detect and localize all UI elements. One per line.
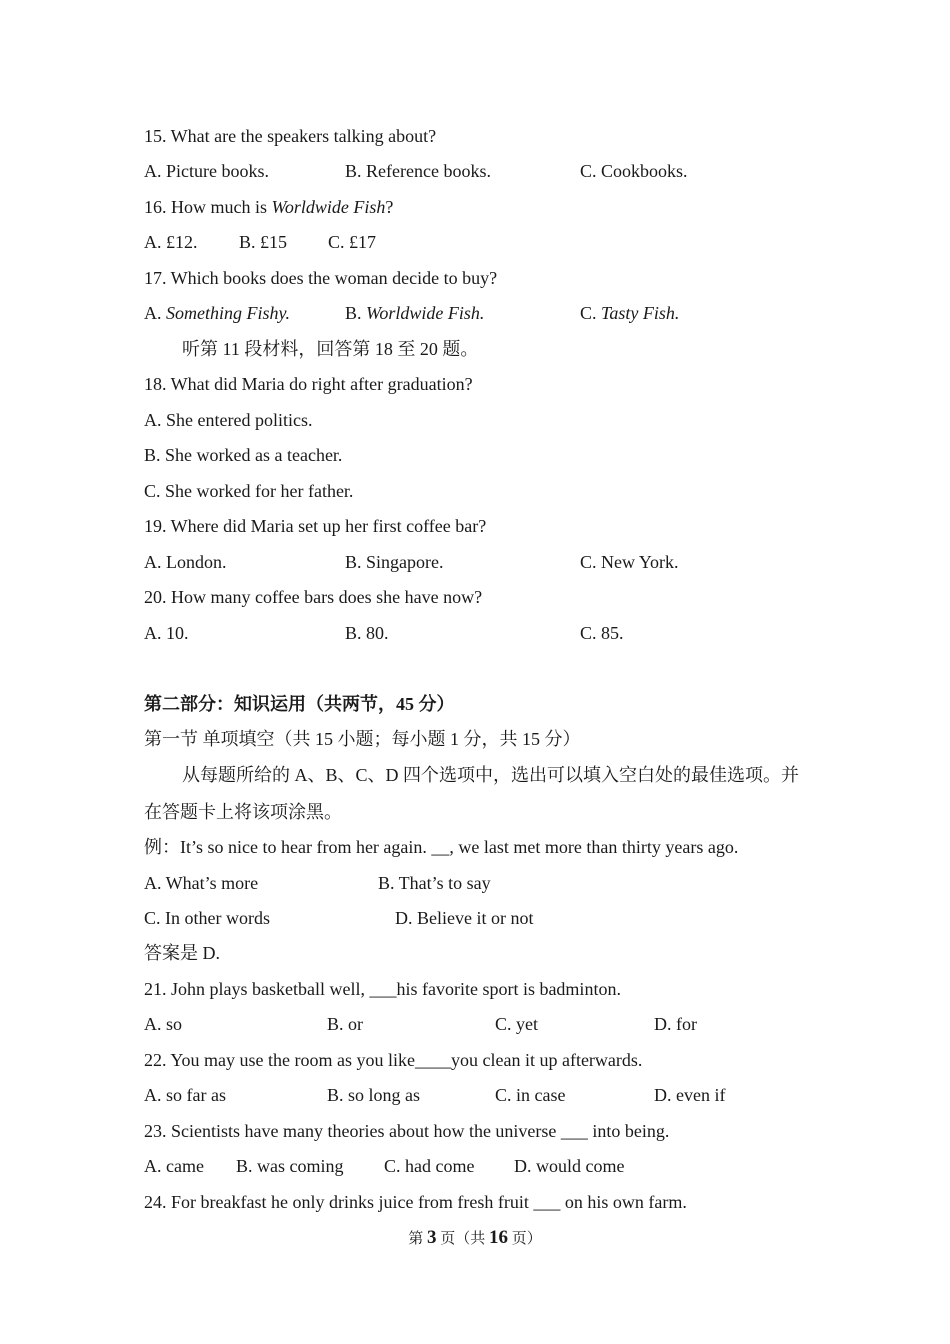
- option-c: C. had come: [384, 1156, 475, 1176]
- option-a: A. came: [144, 1156, 204, 1176]
- book-title: Something Fishy.: [166, 303, 290, 323]
- option-a: A. She entered politics.: [144, 410, 313, 430]
- option-b: [345, 300, 484, 326]
- footer-middle: 页（共: [436, 1231, 489, 1247]
- example-answer: 答案是 D.: [144, 943, 220, 963]
- option-c: C. £17: [328, 232, 377, 252]
- section1-heading: 第一节 单项填空（共 15 小题；每小题 1 分，共 15 分）: [144, 729, 581, 749]
- option-c: C. in case: [495, 1085, 566, 1105]
- option-b: B. was coming: [236, 1156, 344, 1176]
- section-11-instruction: 听第 11 段材料，回答第 18 至 20 题。: [182, 339, 479, 359]
- option-a: A. £12.: [144, 232, 198, 252]
- option-b: B. That’s to say: [378, 873, 491, 893]
- option-b: B. 80.: [345, 623, 389, 643]
- option-d: D. for: [654, 1014, 697, 1034]
- question-21: 21. John plays basketball well, ___his favorite sport is badminton.: [144, 979, 621, 999]
- option-c: C. 85.: [580, 623, 624, 643]
- option-c: C. She worked for her father.: [144, 481, 354, 501]
- option-b: B. so long as: [327, 1085, 421, 1105]
- question-22: 22. You may use the room as you like____you clean it up afterwards.: [144, 1050, 643, 1070]
- option-c: C. New York.: [580, 552, 679, 572]
- book-title: Worldwide Fish: [271, 197, 386, 217]
- option-a: A. What’s more: [144, 873, 259, 893]
- option-a: [144, 300, 290, 326]
- footer-suffix: 页）: [508, 1231, 542, 1247]
- option-c: [580, 300, 679, 326]
- option-c: C. Cookbooks.: [580, 161, 688, 181]
- option-b: B. or: [327, 1014, 363, 1034]
- option-b: B. £15: [239, 232, 288, 252]
- question-19: 19. Where did Maria set up her first coffee bar?: [144, 516, 487, 536]
- option-c: C. In other words: [144, 908, 270, 928]
- question-15: 15. What are the speakers talking about?: [144, 126, 437, 146]
- option-letter: B.: [345, 303, 367, 323]
- part2-heading: 第二部分：知识运用（共两节，45 分）: [144, 694, 455, 714]
- page-footer: [0, 1226, 950, 1251]
- question-prefix: 16. How much is: [144, 197, 272, 217]
- option-d: D. even if: [654, 1085, 726, 1105]
- option-a: A. so: [144, 1014, 183, 1034]
- instruction-line-1: 从每题所给的 A、B、C、D 四个选项中，选出可以填入空白处的最佳选项。并: [182, 765, 800, 785]
- footer-prefix: 第: [408, 1231, 427, 1247]
- option-b: B. She worked as a teacher.: [144, 445, 343, 465]
- option-d: D. would come: [514, 1156, 625, 1176]
- question-17: 17. Which books does the woman decide to buy?: [144, 268, 498, 288]
- page-number: 3: [426, 1227, 437, 1248]
- option-d: D. Believe it or not: [395, 908, 534, 928]
- question-suffix: ?: [385, 197, 394, 217]
- option-a: A. 10.: [144, 623, 189, 643]
- option-b: B. Singapore.: [345, 552, 444, 572]
- option-a: A. so far as: [144, 1085, 226, 1105]
- question-24: 24. For breakfast he only drinks juice from fresh fruit ___ on his own farm.: [144, 1192, 687, 1212]
- option-b: B. Reference books.: [345, 161, 491, 181]
- total-pages: 16: [489, 1227, 508, 1248]
- instruction-line-2: 在答题卡上将该项涂黑。: [144, 802, 342, 822]
- book-title: Tasty Fish.: [601, 303, 680, 323]
- question-23: 23. Scientists have many theories about how the universe ___ into being.: [144, 1121, 670, 1141]
- option-letter: A.: [144, 303, 166, 323]
- option-c: C. yet: [495, 1014, 538, 1034]
- question-20: 20. How many coffee bars does she have now?: [144, 587, 483, 607]
- option-letter: C.: [580, 303, 602, 323]
- question-16: [144, 194, 393, 220]
- example-question: 例：It’s so nice to hear from her again. __, we last met more than thirty years ago.: [144, 837, 739, 857]
- question-18: 18. What did Maria do right after graduation?: [144, 374, 473, 394]
- book-title: Worldwide Fish.: [366, 303, 485, 323]
- option-a: A. Picture books.: [144, 161, 269, 181]
- option-a: A. London.: [144, 552, 227, 572]
